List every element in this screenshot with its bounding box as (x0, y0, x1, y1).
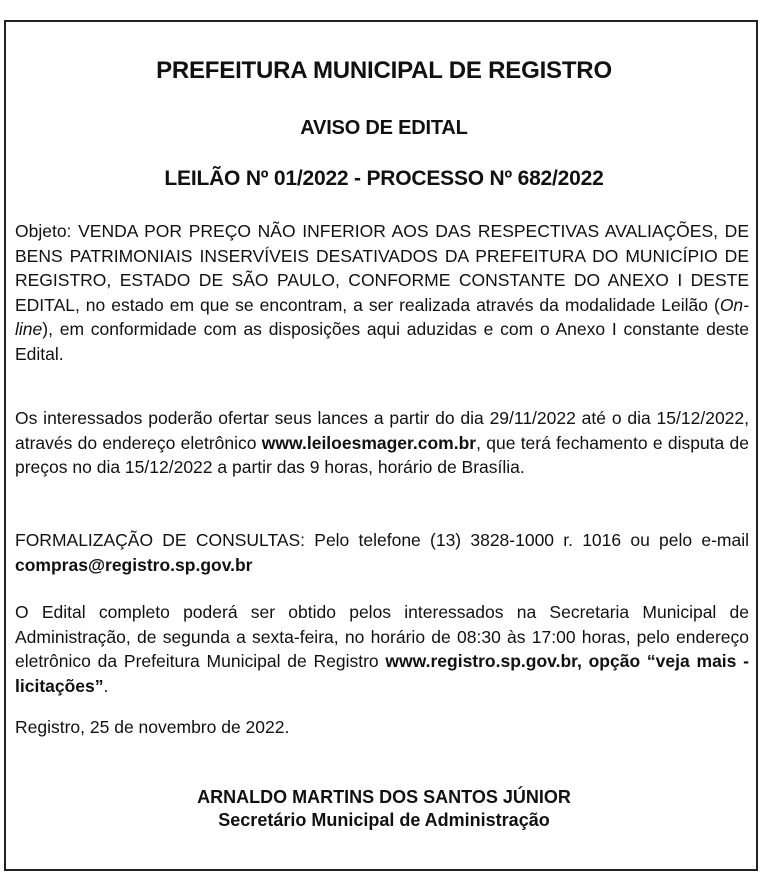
bids-text-1: Os interessados poderão ofertar seus lances a partir do dia 29/11/2022 até o dia 15/12/2022, através do endereço eletrônico (15, 408, 749, 453)
edital-paragraph (15, 600, 749, 698)
bids-text-2: , que terá fechamento e disputa de preços no dia 15/12/2022 a partir das 9 horas, horário de Brasília. (15, 432, 750, 477)
org-title: PREFEITURA MUNICIPAL DE REGISTRO (156, 57, 612, 84)
consult-text: FORMALIZAÇÃO DE CONSULTAS: Pelo telefone (13) 3828-1000 r. 1016 ou pelo e-mail (15, 530, 749, 550)
notice-title: AVISO DE EDITAL (300, 117, 468, 139)
consult-paragraph (15, 528, 749, 577)
signatory-role: Secretário Municipal de Administração (218, 810, 550, 830)
email-link[interactable]: compras@registro.sp.gov.br (15, 554, 253, 575)
process-title: LEILÃO Nº 01/2022 - PROCESSO Nº 682/2022 (164, 167, 604, 190)
online-text: On-line (15, 294, 749, 339)
bids-paragraph (15, 406, 749, 480)
registro-site-link[interactable]: www.registro.sp.gov.br, opção “veja mais - licitações” (15, 651, 749, 696)
signatory-name: ARNALDO MARTINS DOS SANTOS JÚNIOR (197, 787, 571, 807)
edital-text: O Edital completo poderá ser obtido pelos interessados na Secretaria Municipal de Administração, de segunda a sexta-feira, no horário de 08:30 às 17:00 horas, pelo endereço eletrônico da Prefeitura Municipal de Registro (15, 602, 749, 671)
date-line: Registro, 25 de novembro de 2022. (15, 717, 290, 737)
object-lead-text: Objeto: VENDA POR PREÇO NÃO INFERIOR AOS DAS RESPECTIVAS AVALIAÇÕES, DE BENS PATRIMONIAIS INSERVÍVEIS DESATIVADOS DA PREFEITURA DO MUNICÍPIO DE REGISTRO, ESTADO DE SÃO PAULO, CONFORME CONSTANTE DO ANEXO I DESTE EDITAL, no estado em que se encontram, a ser realizada através da modalidade Leilão ( (15, 221, 749, 315)
object-tail-text: ), em conformidade com as disposições aqui aduzidas e com o Anexo I constante deste Edital. (15, 319, 749, 364)
auction-site-link[interactable]: www.leiloesmager.com.br (261, 432, 477, 453)
edital-end: . (103, 675, 109, 696)
object-paragraph (15, 219, 749, 366)
